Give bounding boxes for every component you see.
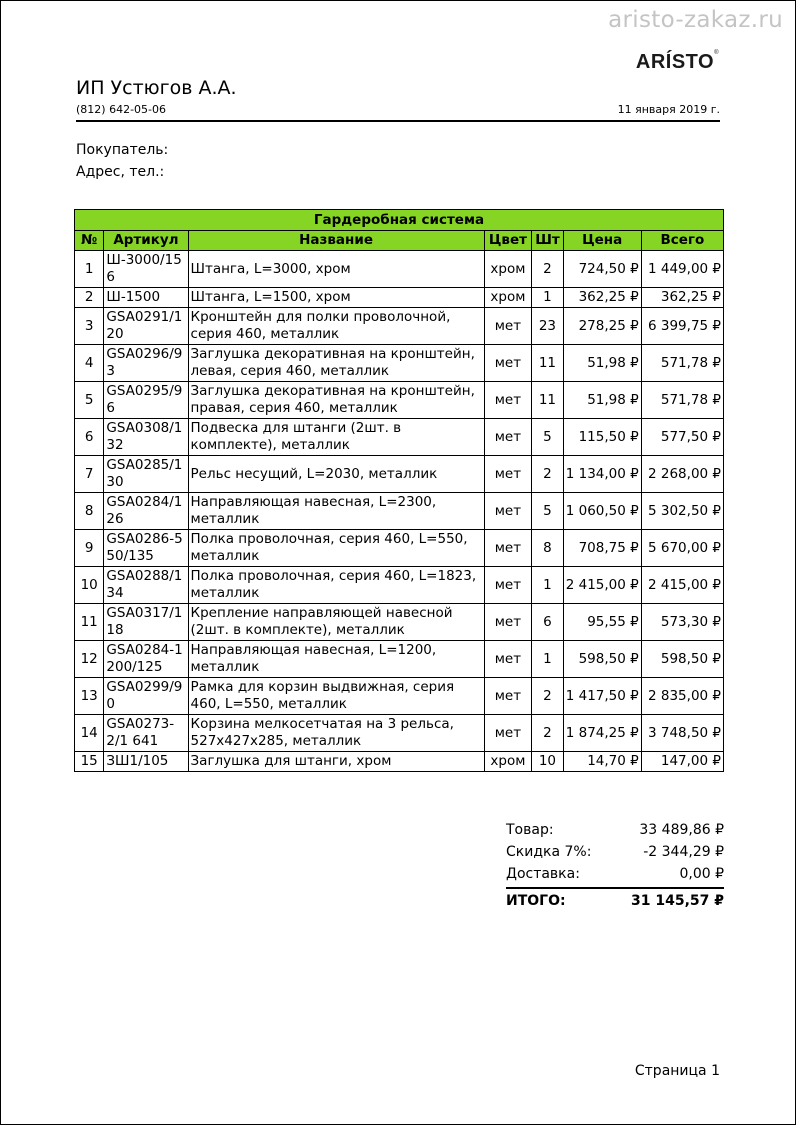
table-row	[75, 715, 724, 752]
header-total: Всего	[641, 231, 723, 251]
cell-qty: 11	[532, 345, 563, 382]
header-qty: Шт	[532, 231, 563, 251]
seller-name: ИП Устюгов А.А.	[76, 77, 237, 99]
seller-phone: (812) 642-05-06	[76, 103, 167, 116]
cell-qty: 8	[532, 530, 563, 567]
totals-block	[506, 819, 724, 913]
cell-number: 8	[75, 493, 104, 530]
cell-price: 1 134,00 ₽	[563, 456, 641, 493]
cell-qty: 2	[532, 715, 563, 752]
cell-name: Полка проволочная, серия 460, L=1823, металлик	[188, 567, 484, 604]
cell-color: мет	[484, 678, 532, 715]
cell-color: мет	[484, 382, 532, 419]
address-label: Адрес, тел.:	[76, 164, 165, 180]
cell-total: 577,50 ₽	[641, 419, 723, 456]
logo-text: ARÍSTO	[635, 51, 715, 73]
cell-name: Полка проволочная, серия 460, L=550, металлик	[188, 530, 484, 567]
cell-color: мет	[484, 715, 532, 752]
cell-sku: GSA0296/93	[104, 345, 188, 382]
table-title: Гардеробная система	[75, 210, 724, 231]
cell-number: 6	[75, 419, 104, 456]
items-table	[74, 209, 724, 772]
cell-name: Кронштейн для полки проволочной, серия 460, металлик	[188, 308, 484, 345]
cell-number: 7	[75, 456, 104, 493]
cell-total: 5 670,00 ₽	[641, 530, 723, 567]
header-divider	[76, 120, 720, 122]
cell-number: 1	[75, 251, 104, 288]
totals-value: -2 344,29 ₽	[643, 844, 724, 860]
cell-sku: GSA0291/120	[104, 308, 188, 345]
table-row	[75, 345, 724, 382]
header-price: Цена	[563, 231, 641, 251]
totals-label: Товар:	[506, 822, 554, 838]
cell-price: 1 874,25 ₽	[563, 715, 641, 752]
table-row	[75, 493, 724, 530]
cell-total: 2 268,00 ₽	[641, 456, 723, 493]
cell-number: 2	[75, 288, 104, 308]
cell-name: Заглушка декоративная на кронштейн, левая, серия 460, металлик	[188, 345, 484, 382]
table-row	[75, 308, 724, 345]
cell-sku: GSA0273-2/1 641	[104, 715, 188, 752]
cell-total: 362,25 ₽	[641, 288, 723, 308]
totals-row	[506, 863, 724, 885]
header-sku: Артикул	[104, 231, 188, 251]
cell-total: 1 449,00 ₽	[641, 251, 723, 288]
cell-color: мет	[484, 567, 532, 604]
cell-total: 598,50 ₽	[641, 641, 723, 678]
cell-color: мет	[484, 419, 532, 456]
cell-qty: 6	[532, 604, 563, 641]
table-row	[75, 419, 724, 456]
cell-color: мет	[484, 604, 532, 641]
aristo-logo	[636, 51, 719, 74]
table-row	[75, 251, 724, 288]
cell-price: 115,50 ₽	[563, 419, 641, 456]
cell-price: 14,70 ₽	[563, 752, 641, 772]
registered-mark: ®	[714, 50, 719, 57]
totals-label: Доставка:	[506, 866, 580, 882]
cell-sku: GSA0284-1200/125	[104, 641, 188, 678]
cell-color: мет	[484, 308, 532, 345]
totals-label: Скидка 7%:	[506, 844, 592, 860]
grand-total-label: ИТОГО:	[506, 893, 566, 909]
cell-name: Рамка для корзин выдвижная, серия 460, L=550, металлик	[188, 678, 484, 715]
cell-total: 147,00 ₽	[641, 752, 723, 772]
cell-qty: 2	[532, 456, 563, 493]
page-number: Страница 1	[634, 1063, 720, 1079]
cell-number: 13	[75, 678, 104, 715]
cell-sku: Ш-1500	[104, 288, 188, 308]
cell-qty: 23	[532, 308, 563, 345]
grand-total-row	[506, 887, 724, 913]
cell-total: 571,78 ₽	[641, 382, 723, 419]
cell-price: 51,98 ₽	[563, 382, 641, 419]
cell-number: 3	[75, 308, 104, 345]
cell-price: 708,75 ₽	[563, 530, 641, 567]
table-header-row	[75, 231, 724, 251]
cell-price: 362,25 ₽	[563, 288, 641, 308]
table-row	[75, 530, 724, 567]
totals-row	[506, 841, 724, 863]
header-color: Цвет	[484, 231, 532, 251]
cell-qty: 10	[532, 752, 563, 772]
grand-total-value: 31 145,57 ₽	[631, 893, 724, 909]
cell-price: 724,50 ₽	[563, 251, 641, 288]
cell-total: 5 302,50 ₽	[641, 493, 723, 530]
totals-row	[506, 819, 724, 841]
cell-color: мет	[484, 493, 532, 530]
cell-sku: ЗШ1/105	[104, 752, 188, 772]
cell-price: 2 415,00 ₽	[563, 567, 641, 604]
cell-price: 278,25 ₽	[563, 308, 641, 345]
table-body	[75, 251, 724, 772]
table-row	[75, 752, 724, 772]
table-row	[75, 382, 724, 419]
cell-total: 2 415,00 ₽	[641, 567, 723, 604]
cell-sku: GSA0299/90	[104, 678, 188, 715]
cell-name: Подвеска для штанги (2шт. в комплекте), металлик	[188, 419, 484, 456]
totals-value: 33 489,86 ₽	[639, 822, 724, 838]
cell-sku: GSA0285/130	[104, 456, 188, 493]
cell-sku: GSA0288/134	[104, 567, 188, 604]
buyer-label: Покупатель:	[76, 142, 169, 158]
cell-number: 9	[75, 530, 104, 567]
cell-color: хром	[484, 251, 532, 288]
cell-color: мет	[484, 345, 532, 382]
cell-sku: GSA0317/118	[104, 604, 188, 641]
cell-price: 1 417,50 ₽	[563, 678, 641, 715]
cell-total: 571,78 ₽	[641, 345, 723, 382]
table-row	[75, 641, 724, 678]
cell-name: Крепление направляющей навесной (2шт. в комплекте), металлик	[188, 604, 484, 641]
cell-price: 51,98 ₽	[563, 345, 641, 382]
table-row	[75, 678, 724, 715]
cell-total: 3 748,50 ₽	[641, 715, 723, 752]
cell-name: Штанга, L=1500, хром	[188, 288, 484, 308]
cell-sku: GSA0295/96	[104, 382, 188, 419]
header-name: Название	[188, 231, 484, 251]
cell-total: 2 835,00 ₽	[641, 678, 723, 715]
cell-qty: 2	[532, 678, 563, 715]
cell-price: 1 060,50 ₽	[563, 493, 641, 530]
cell-total: 573,30 ₽	[641, 604, 723, 641]
cell-number: 11	[75, 604, 104, 641]
cell-qty: 1	[532, 641, 563, 678]
cell-name: Направляющая навесная, L=2300, металлик	[188, 493, 484, 530]
cell-qty: 1	[532, 567, 563, 604]
cell-sku: GSA0286-550/135	[104, 530, 188, 567]
cell-qty: 5	[532, 493, 563, 530]
cell-qty: 5	[532, 419, 563, 456]
cell-name: Штанга, L=3000, хром	[188, 251, 484, 288]
totals-value: 0,00 ₽	[679, 866, 724, 882]
cell-qty: 1	[532, 288, 563, 308]
cell-number: 10	[75, 567, 104, 604]
header-number: №	[75, 231, 104, 251]
cell-color: хром	[484, 752, 532, 772]
table-row	[75, 604, 724, 641]
cell-sku: Ш-3000/156	[104, 251, 188, 288]
cell-number: 14	[75, 715, 104, 752]
cell-color: мет	[484, 641, 532, 678]
cell-sku: GSA0308/132	[104, 419, 188, 456]
cell-name: Направляющая навесная, L=1200, металлик	[188, 641, 484, 678]
invoice-date: 11 января 2019 г.	[617, 103, 720, 116]
watermark: aristo-zakaz.ru	[608, 7, 783, 33]
cell-color: мет	[484, 456, 532, 493]
cell-qty: 11	[532, 382, 563, 419]
cell-name: Рельс несущий, L=2030, металлик	[188, 456, 484, 493]
cell-color: мет	[484, 530, 532, 567]
cell-name: Корзина мелкосетчатая на 3 рельса, 527x427x285, металлик	[188, 715, 484, 752]
cell-number: 5	[75, 382, 104, 419]
cell-name: Заглушка для штанги, хром	[188, 752, 484, 772]
table-row	[75, 567, 724, 604]
cell-total: 6 399,75 ₽	[641, 308, 723, 345]
cell-number: 12	[75, 641, 104, 678]
cell-number: 4	[75, 345, 104, 382]
cell-name: Заглушка декоративная на кронштейн, правая, серия 460, металлик	[188, 382, 484, 419]
cell-price: 95,55 ₽	[563, 604, 641, 641]
table-row	[75, 456, 724, 493]
cell-number: 15	[75, 752, 104, 772]
table-row	[75, 288, 724, 308]
cell-price: 598,50 ₽	[563, 641, 641, 678]
cell-sku: GSA0284/126	[104, 493, 188, 530]
cell-color: хром	[484, 288, 532, 308]
cell-qty: 2	[532, 251, 563, 288]
